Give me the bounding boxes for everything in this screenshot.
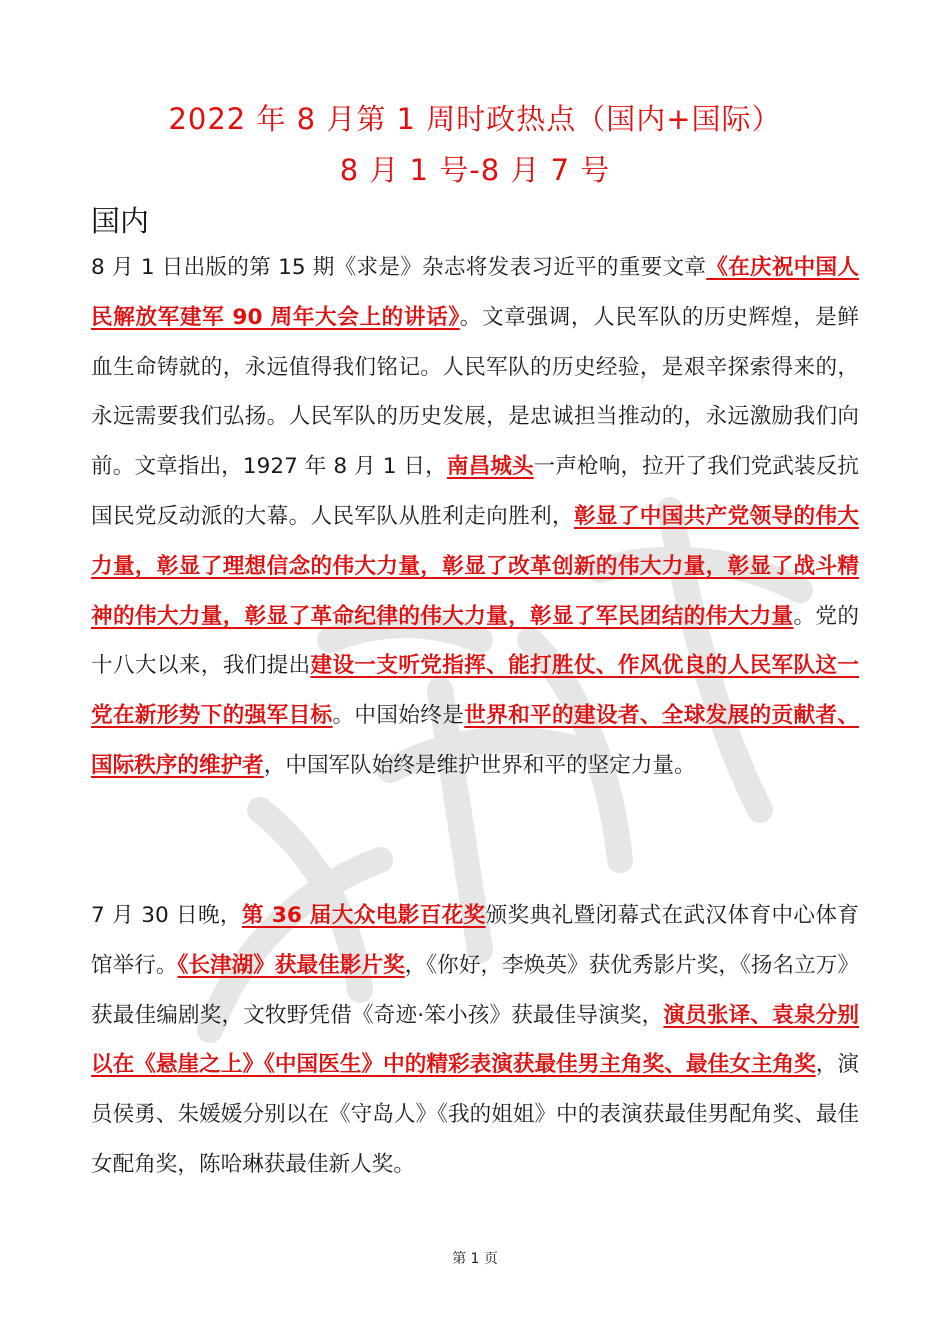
text-span: 一声枪响，拉开了我们党武装反抗国民党反动派的大幕。人民军队从胜利走向胜利， bbox=[91, 454, 859, 529]
document-date-range: 8 月 1 号-8 月 7 号 bbox=[339, 153, 611, 187]
highlight-span: 《在庆祝中国人民解放军建军 90 周年大会上的讲话》 bbox=[91, 255, 859, 330]
highlight-span: 彰显了中国共产党领导的伟大力量，彰显了理想信念的伟大力量，彰显了改革创新的伟大力量，彰显了战斗精神的伟大力量，彰显了革命纪律的伟大力量，彰显了军民团结的伟大力量 bbox=[91, 503, 859, 629]
highlight-span: 建设一支听党指挥、能打胜仗、作风优良的人民军队这一党在新形势下的强军目标 bbox=[91, 653, 859, 729]
page-number: 第 1 页 bbox=[452, 1251, 498, 1267]
text-span: 7 月 30 日晚， bbox=[91, 903, 242, 928]
text-span: 颁奖典礼暨闭幕式在武汉体育中心体育馆举行。 bbox=[91, 903, 859, 978]
highlight-span: 演员张译、袁泉分别以在《悬崖之上》《中国医生》中的精彩表演获最佳男主角奖、最佳女主角奖 bbox=[91, 1002, 859, 1078]
text-span: ，中国军队始终是维护世界和平的坚定力量。 bbox=[263, 752, 696, 778]
highlight-span: 南昌城头 bbox=[446, 454, 534, 480]
news-paragraph-hundred-flowers bbox=[91, 891, 859, 1190]
highlight-span: 第 36 届大众电影百花奖 bbox=[241, 903, 486, 928]
document-title: 2022 年 8 月第 1 周时政热点（国内+国际） bbox=[168, 102, 782, 136]
text-span: 。文章强调，人民军队的历史辉煌，是鲜血生命铸就的，永远值得我们铭记。人民军队的历史经验，是艰辛探索得来的，永远需要我们弘扬。人民军队的历史发展，是忠诚担当推动的，永远激励我们向前。文章指出，1927 年 8 月 1 日， bbox=[91, 304, 859, 480]
text-span: ，演员侯勇、朱媛媛分别以在《守岛人》《我的姐姐》中的表演获最佳男配角奖、最佳女配角奖，陈哈琳获最佳新人奖。 bbox=[91, 1052, 859, 1177]
text-span: ，《你好，李焕英》获优秀影片奖，《扬名立万》获最佳编剧奖，文牧野凭借《奇迹·笨小孩》获最佳导演奖， bbox=[91, 952, 860, 1028]
highlight-span: 世界和平的建设者、全球发展的贡献者、国际秩序的维护者 bbox=[91, 703, 859, 778]
text-span: 。中国始终是 bbox=[332, 703, 465, 729]
text-span: 8 月 1 日出版的第 15 期《求是》杂志将发表习近平的重要文章 bbox=[91, 255, 707, 280]
section-heading-domestic: 国内 bbox=[91, 204, 150, 238]
news-paragraph-qiushi bbox=[91, 243, 859, 791]
text-span: 。党的十八大以来，我们提出 bbox=[91, 603, 859, 679]
highlight-span: 《长津湖》获最佳影片奖 bbox=[177, 952, 405, 978]
